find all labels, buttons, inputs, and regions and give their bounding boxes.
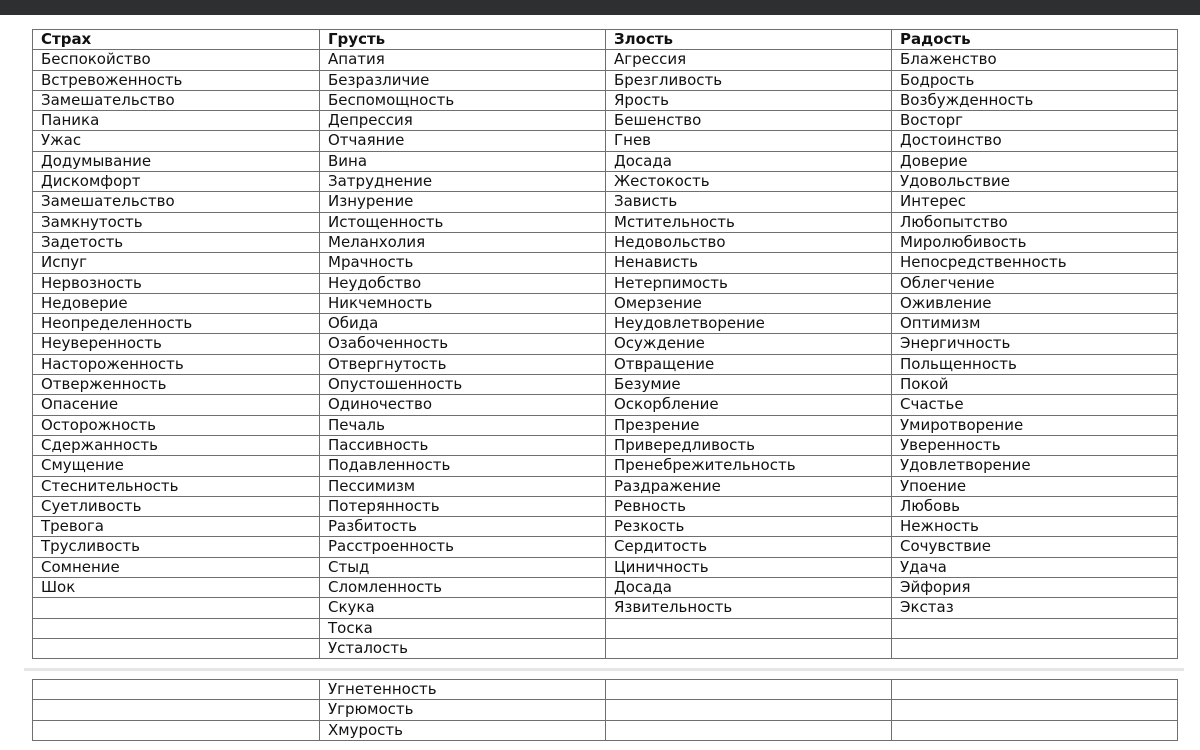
table-cell: Энергичность xyxy=(892,334,1178,354)
table-cell: Бешенство xyxy=(606,111,892,131)
table-row xyxy=(33,253,1178,273)
table-cell: Безразличие xyxy=(320,70,606,90)
table-cell: Оживление xyxy=(892,293,1178,313)
table-cell: Расстроенность xyxy=(320,537,606,557)
table-cell: Испуг xyxy=(33,253,320,273)
table-cell: Стыд xyxy=(320,557,606,577)
table-cell: Эйфория xyxy=(892,578,1178,598)
table-cell: Потерянность xyxy=(320,496,606,516)
table-row xyxy=(33,435,1178,455)
table-row xyxy=(33,334,1178,354)
table-cell: Настороженность xyxy=(33,354,320,374)
table-cell: Встревоженность xyxy=(33,70,320,90)
page-break-divider xyxy=(24,668,1184,671)
table-cell xyxy=(606,700,892,720)
table-row xyxy=(33,50,1178,70)
table-row xyxy=(33,700,1178,720)
table-row xyxy=(33,70,1178,90)
table-cell: Трусливость xyxy=(33,537,320,557)
table-cell: Усталость xyxy=(320,638,606,658)
table-cell: Стеснительность xyxy=(33,476,320,496)
table-cell: Умиротворение xyxy=(892,415,1178,435)
table-cell: Резкость xyxy=(606,517,892,537)
table-cell: Уверенность xyxy=(892,435,1178,455)
table-row xyxy=(33,375,1178,395)
table-cell: Угрюмость xyxy=(320,700,606,720)
table-cell: Удача xyxy=(892,557,1178,577)
table-cell: Ярость xyxy=(606,90,892,110)
table-cell xyxy=(892,700,1178,720)
table-cell: Облегчение xyxy=(892,273,1178,293)
table-cell xyxy=(33,638,320,658)
table-cell: Отвергнутость xyxy=(320,354,606,374)
header-anger: Злость xyxy=(606,30,892,50)
table-cell: Неудобство xyxy=(320,273,606,293)
table-row xyxy=(33,680,1178,700)
emotions-table-body xyxy=(33,50,1178,659)
table-cell: Удовольствие xyxy=(892,172,1178,192)
table-cell: Сочувствие xyxy=(892,537,1178,557)
table-row xyxy=(33,151,1178,171)
table-cell: Вина xyxy=(320,151,606,171)
table-cell: Счастье xyxy=(892,395,1178,415)
table-row xyxy=(33,476,1178,496)
header-sadness: Грусть xyxy=(320,30,606,50)
table-cell: Нервозность xyxy=(33,273,320,293)
table-cell: Экстаз xyxy=(892,598,1178,618)
table-cell: Ненависть xyxy=(606,253,892,273)
table-cell: Депрессия xyxy=(320,111,606,131)
table-cell: Досада xyxy=(606,151,892,171)
table-cell: Любопытство xyxy=(892,212,1178,232)
table-cell xyxy=(892,638,1178,658)
table-row xyxy=(33,212,1178,232)
table-row xyxy=(33,395,1178,415)
table-cell: Апатия xyxy=(320,50,606,70)
table-row xyxy=(33,354,1178,374)
table-cell: Подавленность xyxy=(320,456,606,476)
table-cell: Опасение xyxy=(33,395,320,415)
table-cell xyxy=(892,720,1178,740)
table-cell: Сердитость xyxy=(606,537,892,557)
table-cell: Возбужденность xyxy=(892,90,1178,110)
table-cell xyxy=(892,680,1178,700)
table-cell: Брезгливость xyxy=(606,70,892,90)
table-cell: Истощенность xyxy=(320,212,606,232)
table-cell: Ужас xyxy=(33,131,320,151)
table-cell: Изнурение xyxy=(320,192,606,212)
table-cell: Отчаяние xyxy=(320,131,606,151)
table-cell: Польщенность xyxy=(892,354,1178,374)
table-cell: Одиночество xyxy=(320,395,606,415)
table-cell: Додумывание xyxy=(33,151,320,171)
table-cell: Осторожность xyxy=(33,415,320,435)
table-cell xyxy=(33,618,320,638)
table-cell: Презрение xyxy=(606,415,892,435)
table-cell: Сломленность xyxy=(320,578,606,598)
table-row xyxy=(33,232,1178,252)
table-cell: Доверие xyxy=(892,151,1178,171)
table-row xyxy=(33,578,1178,598)
table-cell: Бодрость xyxy=(892,70,1178,90)
table-cell: Сомнение xyxy=(33,557,320,577)
table-row xyxy=(33,618,1178,638)
table-cell: Любовь xyxy=(892,496,1178,516)
table-cell: Интерес xyxy=(892,192,1178,212)
table-cell xyxy=(33,680,320,700)
table-row xyxy=(33,598,1178,618)
table-cell xyxy=(892,618,1178,638)
table-cell: Восторг xyxy=(892,111,1178,131)
table-row xyxy=(33,456,1178,476)
table-row xyxy=(33,111,1178,131)
table-cell xyxy=(33,700,320,720)
table-cell: Меланхолия xyxy=(320,232,606,252)
table-row xyxy=(33,172,1178,192)
table-cell: Затруднение xyxy=(320,172,606,192)
table-cell: Покой xyxy=(892,375,1178,395)
table-cell: Досада xyxy=(606,578,892,598)
table-cell: Задетость xyxy=(33,232,320,252)
table-cell: Миролюбивость xyxy=(892,232,1178,252)
table-cell: Удовлетворение xyxy=(892,456,1178,476)
table-cell: Недовольство xyxy=(606,232,892,252)
table-cell: Разбитость xyxy=(320,517,606,537)
table-cell xyxy=(606,680,892,700)
table-cell: Привередливость xyxy=(606,435,892,455)
emotions-table-continued xyxy=(32,679,1178,741)
table-cell: Обида xyxy=(320,314,606,334)
table-cell: Ревность xyxy=(606,496,892,516)
emotions-table xyxy=(32,29,1178,659)
table-cell: Опустошенность xyxy=(320,375,606,395)
table-cell: Агрессия xyxy=(606,50,892,70)
table-cell: Неопределенность xyxy=(33,314,320,334)
table-cell: Сдержанность xyxy=(33,435,320,455)
table-cell: Замешательство xyxy=(33,90,320,110)
table-cell: Нетерпимость xyxy=(606,273,892,293)
table-cell: Достоинство xyxy=(892,131,1178,151)
header-row xyxy=(33,30,1178,50)
table-row xyxy=(33,192,1178,212)
table-cell: Язвительность xyxy=(606,598,892,618)
table-row xyxy=(33,293,1178,313)
table-cell: Жестокость xyxy=(606,172,892,192)
table-row xyxy=(33,314,1178,334)
table-cell: Циничность xyxy=(606,557,892,577)
table-cell: Неудовлетворение xyxy=(606,314,892,334)
table-cell: Смущение xyxy=(33,456,320,476)
table-cell: Тоска xyxy=(320,618,606,638)
table-cell: Замкнутость xyxy=(33,212,320,232)
table-cell: Осуждение xyxy=(606,334,892,354)
table-cell: Раздражение xyxy=(606,476,892,496)
table-cell: Замешательство xyxy=(33,192,320,212)
header-fear: Страх xyxy=(33,30,320,50)
table-cell: Никчемность xyxy=(320,293,606,313)
table-cell: Суетливость xyxy=(33,496,320,516)
table-row xyxy=(33,415,1178,435)
table-cell: Дискомфорт xyxy=(33,172,320,192)
table-cell xyxy=(33,598,320,618)
table-cell: Недоверие xyxy=(33,293,320,313)
table-cell: Гнев xyxy=(606,131,892,151)
table-cell xyxy=(606,618,892,638)
table-cell: Безумие xyxy=(606,375,892,395)
table-row xyxy=(33,638,1178,658)
table-cell: Паника xyxy=(33,111,320,131)
table-cell: Оптимизм xyxy=(892,314,1178,334)
table-cell: Беспомощность xyxy=(320,90,606,110)
table-cell: Пессимизм xyxy=(320,476,606,496)
table-cell: Шок xyxy=(33,578,320,598)
table-row xyxy=(33,557,1178,577)
table-cell xyxy=(33,720,320,740)
window-top-bar xyxy=(0,0,1200,15)
table-cell: Отвращение xyxy=(606,354,892,374)
table-row xyxy=(33,720,1178,740)
table-row xyxy=(33,517,1178,537)
emotions-table-continued-body xyxy=(33,680,1178,741)
table-cell: Беспокойство xyxy=(33,50,320,70)
table-cell: Пассивность xyxy=(320,435,606,455)
table-row xyxy=(33,537,1178,557)
table-cell: Печаль xyxy=(320,415,606,435)
table-cell: Мстительность xyxy=(606,212,892,232)
table-cell: Нежность xyxy=(892,517,1178,537)
table-cell: Озабоченность xyxy=(320,334,606,354)
table-cell: Мрачность xyxy=(320,253,606,273)
table-cell: Хмурость xyxy=(320,720,606,740)
table-cell: Зависть xyxy=(606,192,892,212)
table-cell: Угнетенность xyxy=(320,680,606,700)
table-cell: Оскорбление xyxy=(606,395,892,415)
table-cell: Омерзение xyxy=(606,293,892,313)
header-joy: Радость xyxy=(892,30,1178,50)
table-cell: Скука xyxy=(320,598,606,618)
table-row xyxy=(33,496,1178,516)
table-cell: Неуверенность xyxy=(33,334,320,354)
table-cell xyxy=(606,720,892,740)
table-cell xyxy=(606,638,892,658)
table-cell: Пренебрежительность xyxy=(606,456,892,476)
table-row xyxy=(33,131,1178,151)
table-cell: Упоение xyxy=(892,476,1178,496)
table-cell: Тревога xyxy=(33,517,320,537)
table-row xyxy=(33,90,1178,110)
table-cell: Отверженность xyxy=(33,375,320,395)
table-cell: Непосредственность xyxy=(892,253,1178,273)
table-row xyxy=(33,273,1178,293)
table-cell: Блаженство xyxy=(892,50,1178,70)
